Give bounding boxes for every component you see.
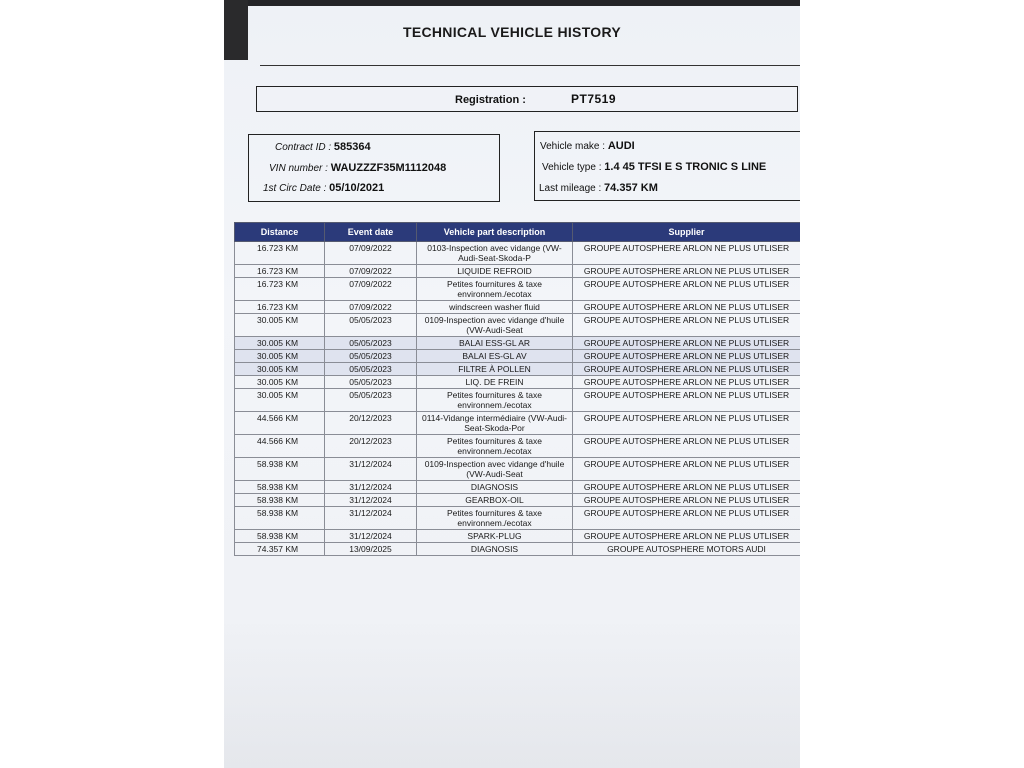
cell-part: SPARK-PLUG <box>417 530 573 543</box>
cell-supplier: GROUPE AUTOSPHERE ARLON NE PLUS UTLISER <box>573 301 801 314</box>
cell-supplier: GROUPE AUTOSPHERE ARLON NE PLUS UTLISER <box>573 530 801 543</box>
cell-supplier: GROUPE AUTOSPHERE ARLON NE PLUS UTLISER <box>573 314 801 337</box>
table-row <box>235 507 801 530</box>
cell-supplier: GROUPE AUTOSPHERE MOTORS AUDI <box>573 543 801 556</box>
cell-supplier: GROUPE AUTOSPHERE ARLON NE PLUS UTLISER <box>573 435 801 458</box>
table-row <box>235 543 801 556</box>
table-row <box>235 337 801 350</box>
registration-label: Registration : <box>455 94 526 106</box>
first-circ-value: 05/10/2021 <box>329 182 385 194</box>
cell-supplier: GROUPE AUTOSPHERE ARLON NE PLUS UTLISER <box>573 363 801 376</box>
cell-date: 20/12/2023 <box>325 412 417 435</box>
cell-supplier: GROUPE AUTOSPHERE ARLON NE PLUS UTLISER <box>573 412 801 435</box>
cell-distance: 16.723 KM <box>235 242 325 265</box>
cell-date: 31/12/2024 <box>325 481 417 494</box>
cell-supplier: GROUPE AUTOSPHERE ARLON NE PLUS UTLISER <box>573 507 801 530</box>
cell-date: 31/12/2024 <box>325 494 417 507</box>
cell-supplier: GROUPE AUTOSPHERE ARLON NE PLUS UTLISER <box>573 337 801 350</box>
cell-distance: 30.005 KM <box>235 363 325 376</box>
table-row <box>235 376 801 389</box>
cell-supplier: GROUPE AUTOSPHERE ARLON NE PLUS UTLISER <box>573 481 801 494</box>
cell-supplier: GROUPE AUTOSPHERE ARLON NE PLUS UTLISER <box>573 389 801 412</box>
cell-distance: 44.566 KM <box>235 412 325 435</box>
last-mileage-row <box>539 182 658 194</box>
cell-supplier: GROUPE AUTOSPHERE ARLON NE PLUS UTLISER <box>573 350 801 363</box>
registration-value: PT7519 <box>571 92 617 106</box>
table-row <box>235 494 801 507</box>
history-table <box>234 222 800 556</box>
cell-part: 0109-Inspection avec vidange d'huile (VW-Audi-Seat <box>417 458 573 481</box>
table-header-row <box>235 223 801 242</box>
contract-id-row <box>275 141 371 153</box>
cell-date: 05/05/2023 <box>325 363 417 376</box>
cell-distance: 58.938 KM <box>235 458 325 481</box>
header-supplier: Supplier <box>573 223 801 242</box>
cell-date: 31/12/2024 <box>325 458 417 481</box>
contract-id-label: Contract ID : <box>275 142 332 153</box>
cell-part: BALAI ES-GL AV <box>417 350 573 363</box>
table-row <box>235 481 801 494</box>
cell-date: 31/12/2024 <box>325 507 417 530</box>
cell-part: BALAI ESS-GL AR <box>417 337 573 350</box>
document-title: TECHNICAL VEHICLE HISTORY <box>402 24 622 40</box>
cell-part: DIAGNOSIS <box>417 481 573 494</box>
cell-date: 05/05/2023 <box>325 350 417 363</box>
cell-distance: 58.938 KM <box>235 494 325 507</box>
cell-part: GEARBOX-OIL <box>417 494 573 507</box>
table-row <box>235 435 801 458</box>
cell-distance: 58.938 KM <box>235 530 325 543</box>
vehicle-info-box <box>534 131 800 201</box>
table-row <box>235 530 801 543</box>
cell-distance: 74.357 KM <box>235 543 325 556</box>
cell-distance: 58.938 KM <box>235 507 325 530</box>
photo-dark-edge <box>224 0 800 6</box>
cell-date: 05/05/2023 <box>325 376 417 389</box>
table-row <box>235 363 801 376</box>
cell-date: 07/09/2022 <box>325 265 417 278</box>
table-row <box>235 278 801 301</box>
first-circ-label: 1st Circ Date : <box>263 183 327 194</box>
cell-distance: 30.005 KM <box>235 350 325 363</box>
cell-date: 20/12/2023 <box>325 435 417 458</box>
cell-distance: 16.723 KM <box>235 278 325 301</box>
table-row <box>235 412 801 435</box>
registration-box <box>256 86 798 112</box>
first-circ-row <box>263 182 384 194</box>
header-event-date: Event date <box>325 223 417 242</box>
cell-distance: 44.566 KM <box>235 435 325 458</box>
cell-part: LIQUIDE REFROID <box>417 265 573 278</box>
table-row <box>235 314 801 337</box>
cell-date: 07/09/2022 <box>325 301 417 314</box>
table-row <box>235 389 801 412</box>
table-row <box>235 242 801 265</box>
cell-part: Petites fournitures & taxe environnem./ecotax <box>417 435 573 458</box>
cell-part: Petites fournitures & taxe environnem./ecotax <box>417 507 573 530</box>
vin-row <box>269 162 446 174</box>
cell-date: 07/09/2022 <box>325 278 417 301</box>
cell-distance: 30.005 KM <box>235 314 325 337</box>
last-mileage-value: 74.357 KM <box>604 182 658 194</box>
cell-distance: 30.005 KM <box>235 376 325 389</box>
cell-distance: 16.723 KM <box>235 301 325 314</box>
header-part-description: Vehicle part description <box>417 223 573 242</box>
table-row <box>235 458 801 481</box>
cell-supplier: GROUPE AUTOSPHERE ARLON NE PLUS UTLISER <box>573 278 801 301</box>
table-row <box>235 301 801 314</box>
table-row <box>235 350 801 363</box>
cell-distance: 30.005 KM <box>235 389 325 412</box>
vehicle-make-label: Vehicle make : <box>540 141 606 152</box>
cell-supplier: GROUPE AUTOSPHERE ARLON NE PLUS UTLISER <box>573 376 801 389</box>
cell-part: 0103-Inspection avec vidange (VW-Audi-Seat-Skoda-P <box>417 242 573 265</box>
cell-distance: 58.938 KM <box>235 481 325 494</box>
header-distance: Distance <box>235 223 325 242</box>
cell-part: LIQ. DE FREIN <box>417 376 573 389</box>
vehicle-make-value: AUDI <box>607 140 635 152</box>
vehicle-make-row <box>540 140 635 152</box>
cell-supplier: GROUPE AUTOSPHERE ARLON NE PLUS UTLISER <box>573 242 801 265</box>
cell-part: windscreen washer fluid <box>417 301 573 314</box>
vin-label: VIN number : <box>269 163 328 174</box>
vehicle-type-label: Vehicle type : <box>542 162 602 173</box>
cell-date: 13/09/2025 <box>325 543 417 556</box>
cell-part: DIAGNOSIS <box>417 543 573 556</box>
cell-distance: 16.723 KM <box>235 265 325 278</box>
cell-date: 05/05/2023 <box>325 337 417 350</box>
cell-part: FILTRE À POLLEN <box>417 363 573 376</box>
paper-shadow <box>224 620 800 768</box>
vehicle-type-value: 1.4 45 TFSI E S TRONIC S LINE <box>604 161 767 173</box>
cell-part: Petites fournitures & taxe environnem./ecotax <box>417 389 573 412</box>
cell-part: Petites fournitures & taxe environnem./ecotax <box>417 278 573 301</box>
contract-info-box <box>248 134 500 202</box>
table-row <box>235 265 801 278</box>
vehicle-type-row <box>542 161 766 173</box>
cell-date: 05/05/2023 <box>325 389 417 412</box>
cell-part: 0114-Vidange intermédiaire (VW-Audi-Seat-Skoda-Por <box>417 412 573 435</box>
cell-date: 07/09/2022 <box>325 242 417 265</box>
last-mileage-label: Last mileage : <box>539 183 602 194</box>
title-divider <box>260 65 800 66</box>
cell-date: 05/05/2023 <box>325 314 417 337</box>
cell-date: 31/12/2024 <box>325 530 417 543</box>
cell-supplier: GROUPE AUTOSPHERE ARLON NE PLUS UTLISER <box>573 494 801 507</box>
cell-part: 0109-Inspection avec vidange d'huile (VW-Audi-Seat <box>417 314 573 337</box>
cell-distance: 30.005 KM <box>235 337 325 350</box>
cell-supplier: GROUPE AUTOSPHERE ARLON NE PLUS UTLISER <box>573 265 801 278</box>
vin-value: WAUZZZF35M1112048 <box>330 162 447 174</box>
contract-id-value: 585364 <box>333 141 371 153</box>
photo-dark-corner <box>224 0 248 60</box>
cell-supplier: GROUPE AUTOSPHERE ARLON NE PLUS UTLISER <box>573 458 801 481</box>
